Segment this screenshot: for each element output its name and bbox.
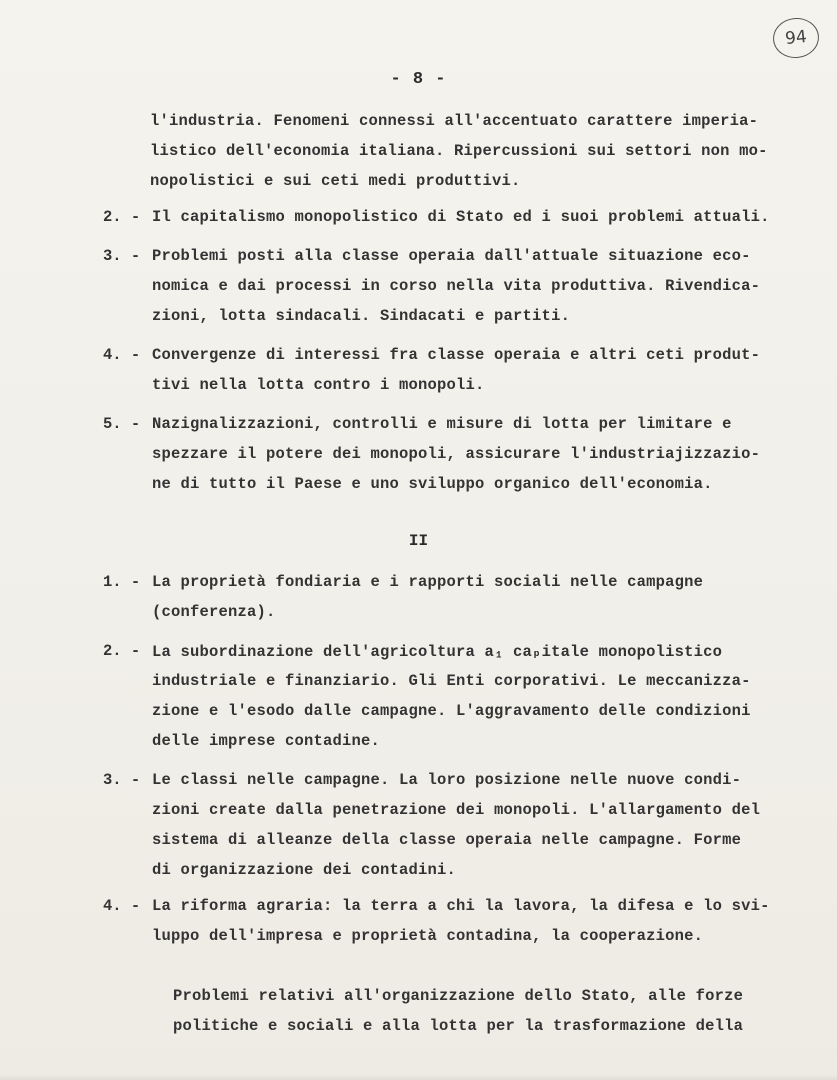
list-item-line: La subordinazione dell'agricoltura a₁ caₚitale monopolistico <box>152 643 723 661</box>
list-item-line: zioni create dalla penetrazione dei monopoli. L'allargamento del <box>152 801 761 819</box>
list-item-number: 1. - <box>103 573 141 591</box>
list-item-line: di organizzazione dei contadini. <box>152 861 457 879</box>
list-item-line: Problemi posti alla classe operaia dall'attuale situazione eco- <box>152 247 751 265</box>
list-item-line: zioni, lotta sindacali. Sindacati e partiti. <box>152 307 571 325</box>
list-item-number: 2. - <box>103 642 141 660</box>
list-item-number: 2. - <box>103 208 141 226</box>
closing-line: Problemi relativi all'organizzazione dello Stato, alle forze <box>173 987 744 1005</box>
list-item-line: Convergenze di interessi fra classe operaia e altri ceti produt- <box>152 346 761 364</box>
list-item-number: 4. - <box>103 346 141 364</box>
list-item-line: Il capitalismo monopolistico di Stato ed i suoi problemi attuali. <box>152 208 770 226</box>
list-item-line: La proprietà fondiaria e i rapporti sociali nelle campagne <box>152 573 704 591</box>
list-item-line: Nazignalizzazioni, controlli e misure di lotta per limitare e <box>152 415 732 433</box>
list-item-line: luppo dell'impresa e proprietà contadina, la cooperazione. <box>152 927 704 945</box>
section-heading: II <box>408 532 429 550</box>
list-item-line: sistema di alleanze della classe operaia nelle campagne. Forme <box>152 831 742 849</box>
list-item-line: Le classi nelle campagne. La loro posizione nelle nuove condi- <box>152 771 742 789</box>
list-item-number: 3. - <box>103 771 141 789</box>
list-item-line: (conferenza). <box>152 603 276 621</box>
list-item-number: 5. - <box>103 415 141 433</box>
intro-line: listico dell'economia italiana. Ripercussioni sui settori non mo- <box>150 142 768 160</box>
intro-line: l'industria. Fenomeni connessi all'accentuato carattere imperia- <box>150 112 759 130</box>
closing-line: politiche e sociali e alla lotta per la trasformazione della <box>173 1017 744 1035</box>
list-item-line: La riforma agraria: la terra a chi la lavora, la difesa e lo svi- <box>152 897 770 915</box>
list-item-line: delle imprese contadine. <box>152 732 381 750</box>
stamp-number: 94 <box>784 26 808 50</box>
list-item-number: 4. - <box>103 897 141 915</box>
archive-number-stamp <box>771 16 821 61</box>
intro-line: nopolistici e sui ceti medi produttivi. <box>150 172 521 190</box>
list-item-line: zione e l'esodo dalle campagne. L'aggravamento delle condizioni <box>152 702 751 720</box>
list-item-line: tivi nella lotta contro i monopoli. <box>152 376 485 394</box>
list-item-line: nomica e dai processi in corso nella vita produttiva. Rivendica- <box>152 277 761 295</box>
scan-edge-shadow <box>0 1074 837 1080</box>
list-item-line: ne di tutto il Paese e uno sviluppo organico dell'economia. <box>152 475 713 493</box>
list-item-line: industriale e finanziario. Gli Enti corporativi. Le meccanizza- <box>152 672 751 690</box>
page-number: - 8 - <box>390 70 447 89</box>
list-item-number: 3. - <box>103 247 141 265</box>
list-item-line: spezzare il potere dei monopoli, assicurare l'industriajizzazio- <box>152 445 761 463</box>
